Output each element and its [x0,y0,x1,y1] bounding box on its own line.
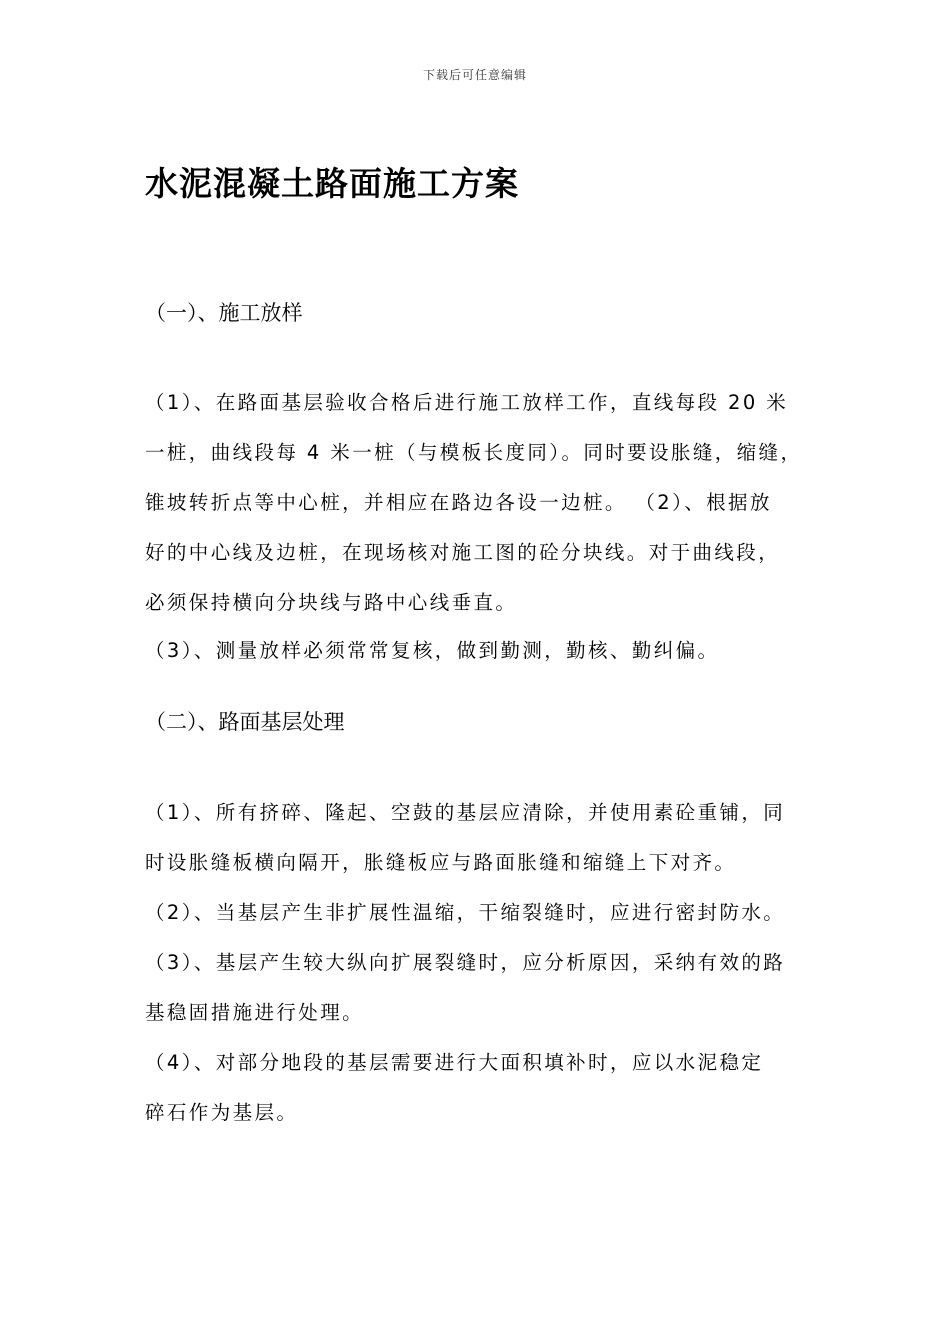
section-heading-1: （一）、施工放样 [145,301,303,325]
paragraph-line: （3）、测量放样必须常常复核，做到勤测，勤核、勤纠偏。 [145,639,720,662]
section-heading-2: （二）、路面基层处理 [145,710,345,734]
paragraph-line: 一桩，曲线段每 4 米一桩（与模板长度同）。同时要设胀缝，缩缝， [145,441,803,464]
paragraph-line: 锥坡转折点等中心桩，并相应在路边各设一边桩。 （2）、根据放 [145,491,772,514]
document-title: 水泥混凝土路面施工方案 [145,164,519,203]
paragraph-line: （2）、当基层产生非扩展性温缩，干缩裂缝时，应进行密封防水。 [145,901,786,924]
paragraph-line: （1）、所有挤碎、隆起、空鼓的基层应清除，并使用素砼重铺，同 [145,801,786,824]
paragraph-line: （1）、在路面基层验收合格后进行施工放样工作，直线每段 20 米 [145,391,789,414]
header-note: 下载后可任意编辑 [422,68,527,82]
paragraph-line: 好的中心线及边桩，在现场核对施工图的砼分块线。对于曲线段， [145,541,781,564]
paragraph-line: 必须保持横向分块线与路中心线垂直。 [145,591,518,614]
paragraph-line: （3）、基层产生较大纵向扩展裂缝时，应分析原因，采纳有效的路 [145,951,786,974]
paragraph-line: 基稳固措施进行处理。 [145,1001,365,1024]
paragraph-line: 碎石作为基层。 [145,1101,299,1124]
paragraph-line: （4）、对部分地段的基层需要进行大面积填补时，应以水泥稳定 [145,1051,764,1074]
paragraph-line: 时设胀缝板横向隔开，胀缝板应与路面胀缝和缩缝上下对齐。 [145,851,737,874]
